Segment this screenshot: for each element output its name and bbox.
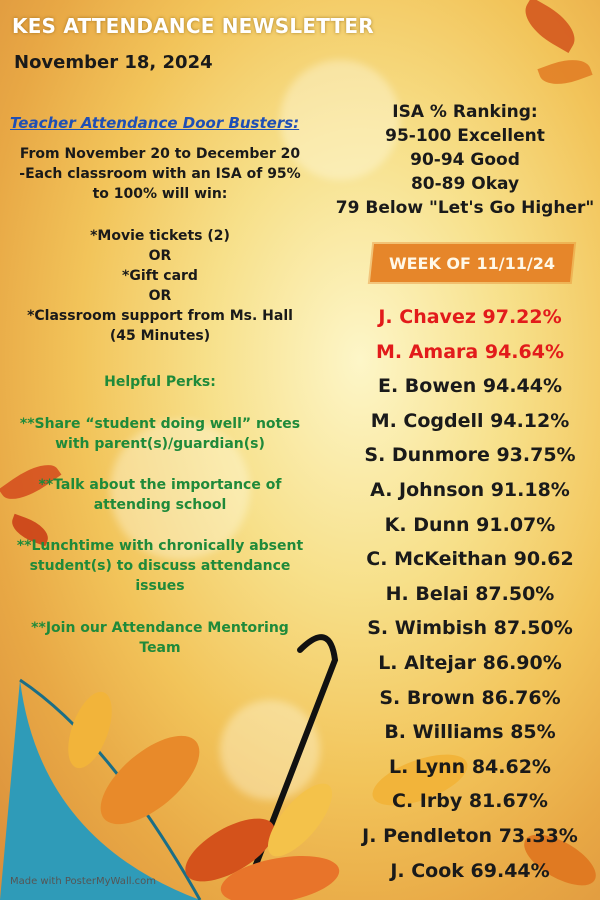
prize-item: *Gift card xyxy=(122,268,198,284)
perk-line: **Lunchtime with chronically absent xyxy=(16,538,304,554)
teacher-score-list xyxy=(340,300,600,888)
teacher-score: J. Pendleton 73.33% xyxy=(362,824,578,847)
prize-list xyxy=(0,226,320,346)
teacher-score: A. Johnson 91.18% xyxy=(370,478,570,501)
perk-line: issues xyxy=(135,578,185,594)
teacher-score: J. Chavez 97.22% xyxy=(378,306,562,328)
prize-item: *Movie tickets (2) xyxy=(90,228,230,244)
perk-line: attending school xyxy=(93,497,227,513)
perk-line: **Share “student doing well” notes xyxy=(19,416,301,432)
week-banner xyxy=(370,244,574,282)
perk-line: with parent(s)/guardian(s) xyxy=(55,436,265,452)
perk-item xyxy=(0,618,320,658)
perk-line: Team xyxy=(139,640,181,656)
teacher-score: K. Dunn 91.07% xyxy=(384,513,556,536)
perk-line: **Join our Attendance Mentoring xyxy=(31,620,289,636)
footer-credit: Made with PosterMyWall.com xyxy=(10,876,157,887)
ranking-level: 95-100 Excellent xyxy=(385,126,545,146)
leaf-icon xyxy=(517,0,584,53)
door-busters-line: to 100% will win: xyxy=(92,186,228,202)
door-busters-line: -Each classroom with an ISA of 95% xyxy=(19,166,301,182)
teacher-score: S. Wimbish 87.50% xyxy=(367,617,573,640)
perk-item xyxy=(0,536,320,596)
prize-or: OR xyxy=(148,288,172,304)
teacher-score: B. Williams 85% xyxy=(384,721,556,744)
teacher-score: J. Cook 69.44% xyxy=(390,859,550,882)
ranking-level: 90-94 Good xyxy=(410,150,520,170)
perk-item xyxy=(0,414,320,454)
teacher-score: S. Dunmore 93.75% xyxy=(364,444,576,467)
teacher-score: L. Lynn 84.62% xyxy=(389,755,551,778)
teacher-score: C. McKeithan 90.62 xyxy=(366,548,574,571)
door-busters-heading: Teacher Attendance Door Busters: xyxy=(10,114,300,132)
prize-item: *Classroom support from Ms. Hall xyxy=(27,308,293,324)
isa-ranking xyxy=(330,100,600,220)
perk-line: **Talk about the importance of xyxy=(38,477,282,493)
teacher-score: C. Irby 81.67% xyxy=(392,790,548,813)
leaf-icon xyxy=(537,52,592,92)
teacher-score: H. Belai 87.50% xyxy=(385,582,555,605)
perk-line: student(s) to discuss attendance xyxy=(29,558,291,574)
teacher-score: E. Bowen 94.44% xyxy=(377,375,563,398)
week-banner-label: WEEK OF 11/11/24 xyxy=(388,253,556,273)
door-busters-line: From November 20 to December 20 xyxy=(19,146,301,162)
helpful-perks-heading: Helpful Perks: xyxy=(104,374,216,390)
ranking-level: 79 Below "Let's Go Higher" xyxy=(335,198,595,218)
teacher-score: M. Amara 94.64% xyxy=(375,340,564,363)
prize-item: (45 Minutes) xyxy=(109,328,211,344)
teacher-score: S. Brown 86.76% xyxy=(379,686,561,709)
perk-item xyxy=(0,475,320,515)
ranking-level: 80-89 Okay xyxy=(410,174,520,194)
door-busters-body xyxy=(0,144,320,204)
ranking-heading: ISA % Ranking: xyxy=(392,102,538,122)
teacher-score: L. Altejar 86.90% xyxy=(378,651,562,674)
teacher-score: M. Cogdell 94.12% xyxy=(370,409,570,432)
newsletter-date: November 18, 2024 xyxy=(14,52,213,73)
prize-or: OR xyxy=(148,248,172,264)
newsletter-title: KES ATTENDANCE NEWSLETTER xyxy=(12,14,374,38)
